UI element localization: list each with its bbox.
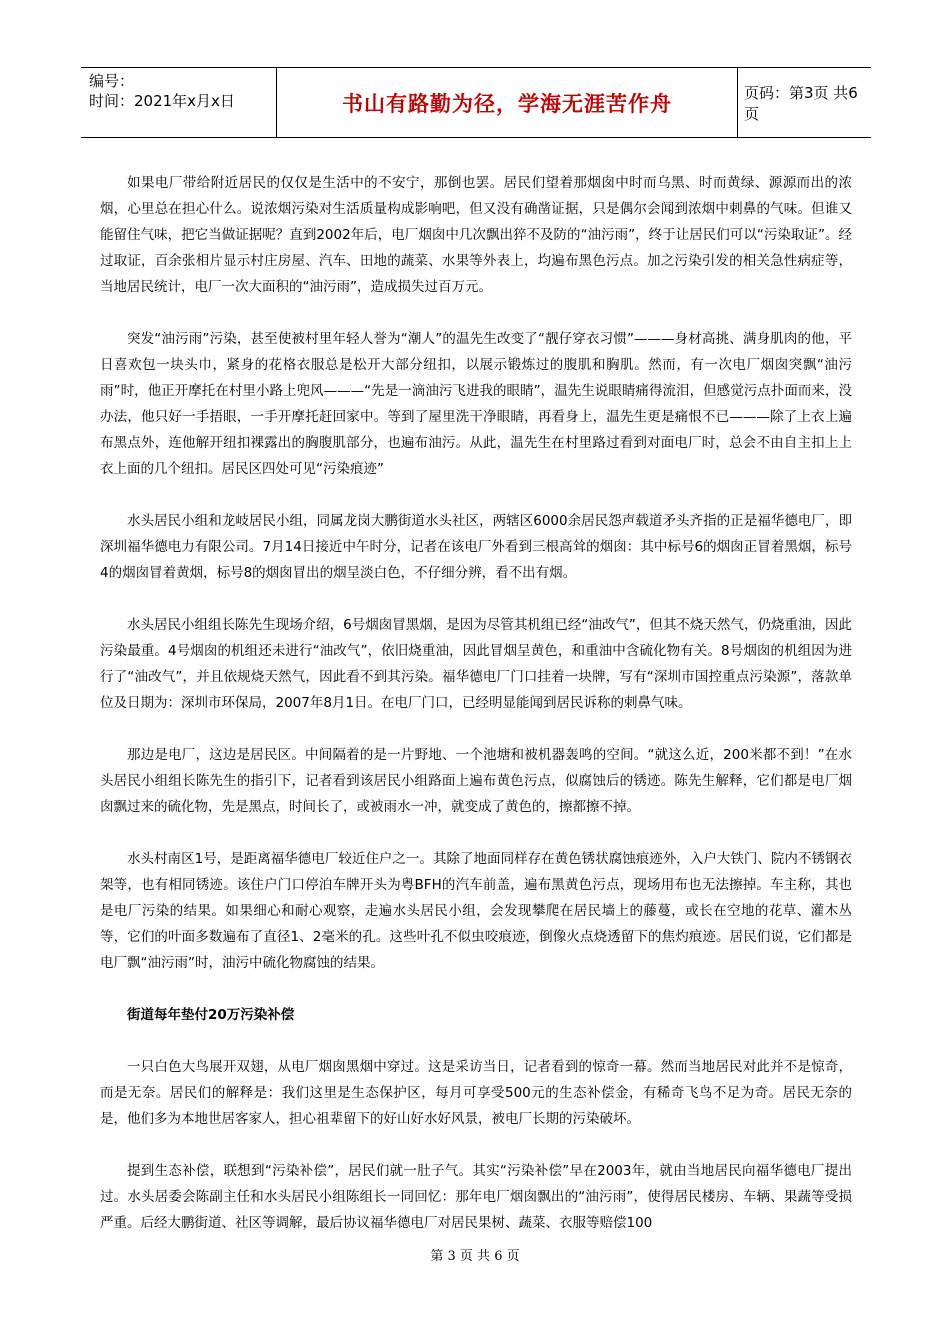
header-page-info: 页码：第3页 共6页 (744, 83, 858, 123)
header-motto: 书山有路勤为径，学海无涯苦作舟 (277, 68, 738, 137)
date-label: 时间：2021年x月x日 (89, 92, 235, 110)
number-label: 编号： (89, 72, 135, 90)
paragraph: 水头居民小组组长陈先生现场介绍，6号烟囱冒黑烟，是因为尽管其机组已经“油改气”，但其不烧天然气，仍烧重油，因此污染最重。4号烟囱的机组还未进行“油改气”，依旧烧重油，因此冒烟呈黄色，和重油中含硫化物有关。8号烟囱的机组因为进行了“油改气”，并且依规烧天然气，因此看不到其污染。福华德电厂门口挂着一块牌，写有“深圳市国控重点污染源”，落款单位及日期为：深圳市环保局，2007年8月1日。在电厂门口，已经明显能闻到居民诉称的刺鼻气味。 (100, 617, 852, 711)
paragraph: 一只白色大鸟展开双翅，从电厂烟囱黑烟中穿过。这是采访当日，记者看到的惊奇一幕。然而当地居民对此并不是惊奇，而是无奈。居民们的解释是：我们这里是生态保护区，每月可享受500元的生态补偿金，有稀奇飞鸟不足为奇。居民无奈的是，他们多为本地世居客家人，担心祖辈留下的好山好水好风景，被电厂长期的污染破坏。 (100, 1059, 852, 1127)
page-footer: 第 3 页 共 6 页 (430, 1249, 520, 1264)
article-body (100, 170, 852, 1262)
paragraph: 水头居民小组和龙岐居民小组，同属龙岗大鹏街道水头社区，两辖区6000余居民怨声载道矛头齐指的正是福华德电厂，即深圳福华德电力有限公司。7月14日接近中午时分，记者在该电厂外看到三根高耸的烟囱：其中标号6的烟囱正冒着黑烟，标号4的烟囱冒着黄烟，标号8的烟囱冒出的烟呈淡白色，不仔细分辨，看不出有烟。 (100, 513, 852, 581)
paragraph: 水头村南区1号，是距离福华德电厂较近住户之一。其除了地面同样存在黄色锈状腐蚀痕迹外，入户大铁门、院内不锈钢衣架等，也有相同锈迹。该住户门口停泊车牌开头为粤BFH的汽车前盖，遍布黑黄色污点，现场用布也无法擦掉。车主称，其也是电厂污染的结果。如果细心和耐心观察，走遍水头居民小组，会发现攀爬在居民墙上的藤蔓，或长在空地的花草、灌木丛等，它们的叶面多数遍布了直径1、2毫米的孔。这些叶孔不似虫咬痕迹，倒像火点烧透留下的焦灼痕迹。居民们说，它们都是电厂飘“油污雨”时，油污中硫化物腐蚀的结果。 (100, 851, 852, 971)
paragraph: 突发“油污雨”污染，甚至使被村里年轻人誉为“潮人”的温先生改变了“靓仔穿衣习惯”———身材高挑、满身肌肉的他，平日喜欢包一块头巾，紧身的花格衣服总是松开大部分纽扣，以展示锻炼过的腹肌和胸肌。然而，有一次电厂烟囱突飘“油污雨”时，他正开摩托在村里小路上兜风———“先是一滴油污飞进我的眼睛”，温先生说眼睛痛得流泪，但感觉污点扑面而来，没办法，他只好一手捂眼，一手开摩托赶回家中。等到了屋里洗干净眼睛，再看身上，温先生更是痛恨不已———除了上衣上遍布黑点外，连他解开纽扣裸露出的胸腹肌部分，也遍布油污。从此，温先生在村里路过看到对面电厂时，总会不由自主扣上上衣上面的几个纽扣。居民区四处可见“污染痕迹” (100, 331, 852, 477)
paragraph: 提到生态补偿，联想到“污染补偿”，居民们就一肚子气。其实“污染补偿”早在2003年，就由当地居民向福华德电厂提出过。水头居委会陈副主任和水头居民小组陈组长一同回忆：那年电厂烟囱飘出的“油污雨”，使得居民楼房、车辆、果蔬等受损严重。后经大鹏街道、社区等调解，最后协议福华德电厂对居民果树、蔬菜、衣服等赔偿100 (100, 1163, 852, 1231)
page-header (81, 67, 871, 138)
paragraph: 如果电厂带给附近居民的仅仅是生活中的不安宁，那倒也罢。居民们望着那烟囱中时而乌黑、时而黄绿、源源而出的浓烟，心里总在担心什么。说浓烟污染对生活质量构成影响吧，但又没有确凿证据，只是偶尔会闻到浓烟中刺鼻的气味。但谁又能留住气味，把它当做证据呢？直到2002年后，电厂烟囱中几次飘出猝不及防的“油污雨”，终于让居民们可以“污染取证”。经过取证，百余张相片显示村庄房屋、汽车、田地的蔬菜、水果等外表上，均遍布黑色污点。加之污染引发的相关急性病症等，当地居民统计，电厂一次大面积的“油污雨”，造成损失过百万元。 (100, 175, 852, 295)
paragraph: 那边是电厂，这边是居民区。中间隔着的是一片野地、一个池塘和被机器轰鸣的空间。“就这么近，200米都不到！”在水头居民小组组长陈先生的指引下，记者看到该居民小组路面上遍布黄色污点，似腐蚀后的锈迹。陈先生解释，它们都是电厂烟囱飘过来的硫化物，先是黑点，时间长了，或被雨水一冲，就变成了黄色的，擦都擦不掉。 (100, 747, 852, 815)
section-heading: 街道每年垫付20万污染补偿 (127, 1007, 295, 1023)
header-meta (81, 68, 277, 137)
